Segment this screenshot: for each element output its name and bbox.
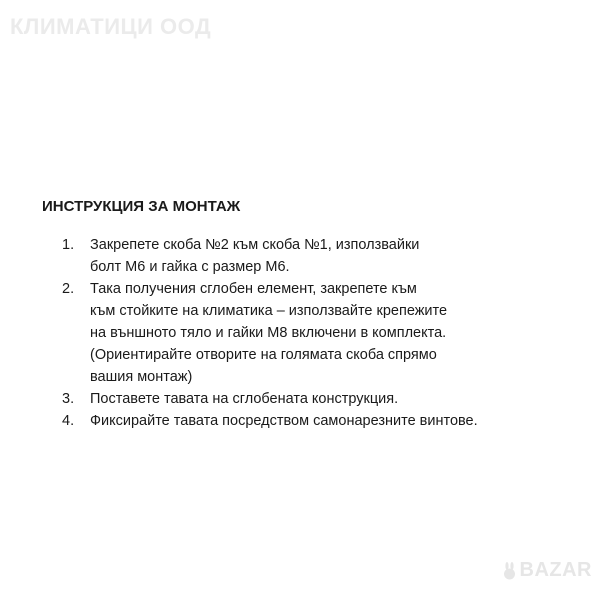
company-watermark: КЛИМАТИЦИ ООД — [10, 14, 212, 39]
instruction-step-1 — [42, 234, 582, 278]
step-text — [90, 388, 582, 410]
instruction-step-2 — [42, 278, 582, 388]
step-text — [90, 410, 582, 432]
step-number: 4. — [62, 413, 75, 429]
step-line: болт М6 и гайка с размер М6. — [90, 259, 290, 275]
logo-text: BAZAR — [519, 559, 592, 581]
step-line: вашия монтаж) — [90, 369, 193, 385]
step-line: Така получения сглобен елемент, закрепете към — [90, 281, 417, 297]
step-line: (Ориентирайте отворите на голямата скоба спрямо — [90, 347, 437, 363]
instruction-step-4 — [42, 410, 582, 432]
step-number: 3. — [62, 391, 75, 407]
step-line: на външното тяло и гайки М8 включени в комплекта. — [90, 325, 447, 341]
step-line: Поставете тавата на сглобената конструкция. — [90, 391, 399, 407]
instruction-list — [42, 234, 582, 432]
bazar-logo — [502, 559, 593, 582]
instruction-step-3 — [42, 388, 582, 410]
step-text — [90, 278, 582, 388]
step-text — [90, 234, 582, 278]
step-number: 1. — [62, 237, 75, 253]
step-line: Фиксирайте тавата посредством самонарезните винтове. — [90, 413, 478, 429]
step-number: 2. — [62, 281, 75, 297]
step-line: към стойките на климатика – използвайте крепежите — [90, 303, 448, 319]
rabbit-logo-icon — [502, 562, 518, 580]
document-title: ИНСТРУКЦИЯ ЗА МОНТАЖ — [42, 198, 241, 215]
step-line: Закрепете скоба №2 към скоба №1, използвайки — [90, 237, 420, 253]
